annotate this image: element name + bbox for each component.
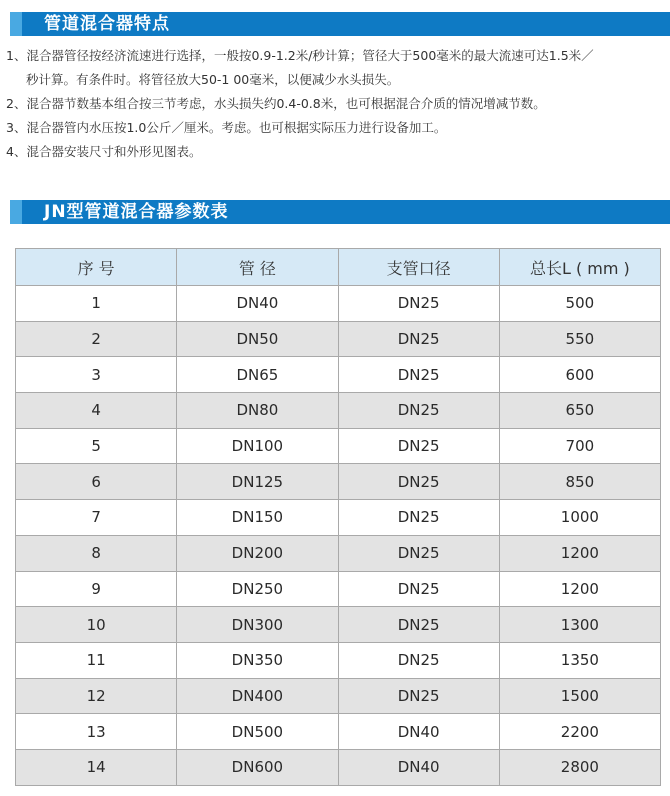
table-row bbox=[16, 535, 661, 571]
cell-total-length: 1350 bbox=[499, 642, 660, 678]
cell-total-length: 1500 bbox=[499, 678, 660, 714]
cell-pipe-diameter: DN80 bbox=[177, 393, 338, 429]
cell-index: 13 bbox=[16, 714, 177, 750]
cell-index: 4 bbox=[16, 393, 177, 429]
cell-branch-diameter: DN25 bbox=[338, 571, 499, 607]
cell-pipe-diameter: DN600 bbox=[177, 749, 338, 785]
cell-total-length: 1300 bbox=[499, 607, 660, 643]
cell-branch-diameter: DN25 bbox=[338, 464, 499, 500]
cell-branch-diameter: DN25 bbox=[338, 678, 499, 714]
cell-index: 7 bbox=[16, 500, 177, 536]
cell-index: 2 bbox=[16, 321, 177, 357]
cell-index: 8 bbox=[16, 535, 177, 571]
cell-pipe-diameter: DN250 bbox=[177, 571, 338, 607]
cell-pipe-diameter: DN400 bbox=[177, 678, 338, 714]
cell-index: 1 bbox=[16, 286, 177, 322]
header-pipe-diameter: 管 径 bbox=[177, 249, 338, 286]
cell-pipe-diameter: DN100 bbox=[177, 428, 338, 464]
cell-branch-diameter: DN25 bbox=[338, 286, 499, 322]
feature-item-2: 2、混合器节数基本组合按三节考虑，水头损失约0.4-0.8米，也可根据混合介质的情况增减节数。 bbox=[6, 96, 546, 111]
cell-branch-diameter: DN40 bbox=[338, 714, 499, 750]
cell-pipe-diameter: DN500 bbox=[177, 714, 338, 750]
cell-index: 14 bbox=[16, 749, 177, 785]
cell-pipe-diameter: DN350 bbox=[177, 642, 338, 678]
cell-pipe-diameter: DN65 bbox=[177, 357, 338, 393]
cell-total-length: 1000 bbox=[499, 500, 660, 536]
table-row bbox=[16, 286, 661, 322]
cell-total-length: 850 bbox=[499, 464, 660, 500]
table-row bbox=[16, 749, 661, 785]
table-body bbox=[16, 286, 661, 786]
cell-total-length: 1200 bbox=[499, 535, 660, 571]
cell-total-length: 650 bbox=[499, 393, 660, 429]
parameter-table bbox=[15, 248, 661, 786]
feature-line-continued: 秒计算。有条件时。将管径放大50-1 00毫米，以便减少水头损失。 bbox=[26, 72, 400, 87]
table-row bbox=[16, 428, 661, 464]
cell-total-length: 600 bbox=[499, 357, 660, 393]
table-row bbox=[16, 642, 661, 678]
features-list bbox=[6, 44, 662, 164]
table-row bbox=[16, 571, 661, 607]
header-index: 序 号 bbox=[16, 249, 177, 286]
header-branch-diameter: 支管口径 bbox=[338, 249, 499, 286]
features-section-title: 管道混合器特点 bbox=[44, 14, 170, 34]
header-total-length: 总长L ( mm ) bbox=[499, 249, 660, 286]
table-row bbox=[16, 321, 661, 357]
table-header-row bbox=[16, 249, 661, 286]
params-section-title: JN型管道混合器参数表 bbox=[44, 202, 229, 222]
cell-total-length: 2200 bbox=[499, 714, 660, 750]
cell-index: 6 bbox=[16, 464, 177, 500]
cell-pipe-diameter: DN125 bbox=[177, 464, 338, 500]
cell-total-length: 500 bbox=[499, 286, 660, 322]
cell-total-length: 2800 bbox=[499, 749, 660, 785]
cell-total-length: 700 bbox=[499, 428, 660, 464]
table-row bbox=[16, 607, 661, 643]
cell-pipe-diameter: DN50 bbox=[177, 321, 338, 357]
cell-branch-diameter: DN40 bbox=[338, 749, 499, 785]
table-row bbox=[16, 678, 661, 714]
cell-branch-diameter: DN25 bbox=[338, 357, 499, 393]
table-row bbox=[16, 357, 661, 393]
cell-pipe-diameter: DN40 bbox=[177, 286, 338, 322]
features-section-header bbox=[10, 12, 670, 36]
cell-total-length: 550 bbox=[499, 321, 660, 357]
cell-index: 3 bbox=[16, 357, 177, 393]
table-row bbox=[16, 714, 661, 750]
cell-total-length: 1200 bbox=[499, 571, 660, 607]
cell-pipe-diameter: DN150 bbox=[177, 500, 338, 536]
feature-item-1 bbox=[6, 44, 662, 92]
section-marker bbox=[10, 12, 22, 36]
table-row bbox=[16, 393, 661, 429]
feature-line: 1、混合器管径按经济流速进行选择，一般按0.9-1.2米/秒计算；管径大于500毫米的最大流速可达1.5米／ bbox=[6, 48, 594, 63]
cell-branch-diameter: DN25 bbox=[338, 500, 499, 536]
section-marker bbox=[10, 200, 22, 224]
cell-branch-diameter: DN25 bbox=[338, 642, 499, 678]
table-row bbox=[16, 464, 661, 500]
feature-item-3: 3、混合器管内水压按1.0公斤／厘米。考虑。也可根据实际压力进行设备加工。 bbox=[6, 120, 447, 135]
cell-pipe-diameter: DN200 bbox=[177, 535, 338, 571]
feature-item-4: 4、混合器安装尺寸和外形见图表。 bbox=[6, 144, 202, 159]
cell-index: 9 bbox=[16, 571, 177, 607]
cell-index: 10 bbox=[16, 607, 177, 643]
cell-branch-diameter: DN25 bbox=[338, 321, 499, 357]
cell-branch-diameter: DN25 bbox=[338, 607, 499, 643]
cell-branch-diameter: DN25 bbox=[338, 393, 499, 429]
params-section-header bbox=[10, 200, 670, 224]
cell-index: 5 bbox=[16, 428, 177, 464]
cell-index: 12 bbox=[16, 678, 177, 714]
cell-pipe-diameter: DN300 bbox=[177, 607, 338, 643]
cell-index: 11 bbox=[16, 642, 177, 678]
cell-branch-diameter: DN25 bbox=[338, 428, 499, 464]
table-row bbox=[16, 500, 661, 536]
cell-branch-diameter: DN25 bbox=[338, 535, 499, 571]
